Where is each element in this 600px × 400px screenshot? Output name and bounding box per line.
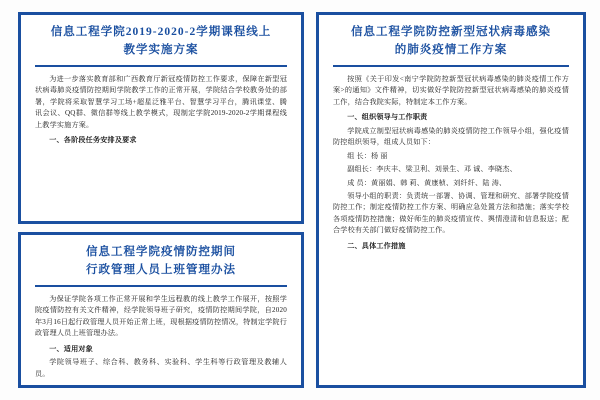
section-heading: 二、具体工作措施 <box>347 241 406 250</box>
paragraph: 为进一步落实教育部和广西教育厅新冠疫情防控工作要求，保障在新型冠状病毒肺炎疫情防控期间学院教学工作的正常开展，学院结合学校教务处的部署，学院将采取智慧学习工场+超星泛雅平台、智慧学习平台，腾讯课堂、腾讯会议、QQ群、微信群等线上教学模式，现制定学院2019-2020-2学期课程线上教学实施方案。 <box>35 74 287 129</box>
document-title <box>35 244 287 280</box>
document-title <box>35 24 287 60</box>
document-body <box>35 294 287 380</box>
title-line-1: 信息工程学院2019-2020-2学期课程线上 <box>50 26 272 38</box>
online-teaching-plan-document[interactable] <box>18 12 304 224</box>
title-line-2: 行政管理人员上班管理办法 <box>86 263 236 276</box>
section-heading: 一、组织领导与工作职责 <box>347 113 428 122</box>
epidemic-prevention-work-plan-document[interactable] <box>316 12 586 388</box>
paragraph: 为保证学院各项工作正常开展和学生远程教的线上教学工作展开，按照学院疫情防控有关文件精神，经学院领导班子研究，疫情防控期间学院，自2020年3月16日起行政管理人员开始正常上班，现根据疫情防控情况，特制定学院行政管理人员上班管理办法。 <box>35 294 287 338</box>
paragraph: 学院领导班子、综合科、教务科、实验科、学生科等行政管理及教辅人员。 <box>35 358 287 378</box>
paragraph: 组 长：杨 丽 <box>347 151 388 160</box>
title-line-2: 教学实施方案 <box>123 43 199 56</box>
document-inner <box>21 15 301 221</box>
title-divider <box>35 65 287 67</box>
title-divider <box>35 285 287 287</box>
document-body <box>333 74 569 253</box>
document-inner <box>21 235 301 385</box>
paragraph: 按照《关于印发<南宁学院防控新型冠状病毒感染的肺炎疫情工作方案>的通知》文件精神，切实做好学院防控新型冠状病毒感染的肺炎疫情工作，结合我院实际，特制定本工作方案。 <box>333 74 569 106</box>
section-heading: 一、各阶段任务安排及要求 <box>49 136 137 145</box>
section-heading: 一、适用对象 <box>49 344 93 353</box>
title-line-1: 信息工程学院防控新型冠状病毒感染 <box>351 26 551 38</box>
document-body <box>35 74 287 147</box>
administrative-management-rules-document[interactable] <box>18 232 304 388</box>
title-line-1: 信息工程学院疫情防控期间 <box>86 246 236 258</box>
title-divider <box>333 65 569 67</box>
paragraph: 领导小组的职责：负责统一部署、协调、管理和研究、部署学院疫情防控工作；制定疫情防控工作方案、明确应急处置方法和措施；落实学校各项疫情防控措施；做好师生的肺炎疫情宣传、舆情澄清和信息报送；配合学校有关部门做好疫情防控工作。 <box>333 191 569 235</box>
document-title <box>333 24 569 60</box>
paragraph: 学院成立制型冠状病毒感染的肺炎疫情防控工作领导小组，强化疫情防控组织领导，组成人员如下： <box>333 126 569 147</box>
paragraph: 成 员：黄丽娟、韩 莉、黄康桢、刘纤纤、陆 涛、 <box>347 178 507 187</box>
paragraph: 副组长：李庆丰、梁卫利、刘景生、邓 诚、李晓杰、 <box>347 165 517 174</box>
title-line-2: 的肺炎疫情工作方案 <box>394 43 508 56</box>
document-inner <box>319 15 583 385</box>
